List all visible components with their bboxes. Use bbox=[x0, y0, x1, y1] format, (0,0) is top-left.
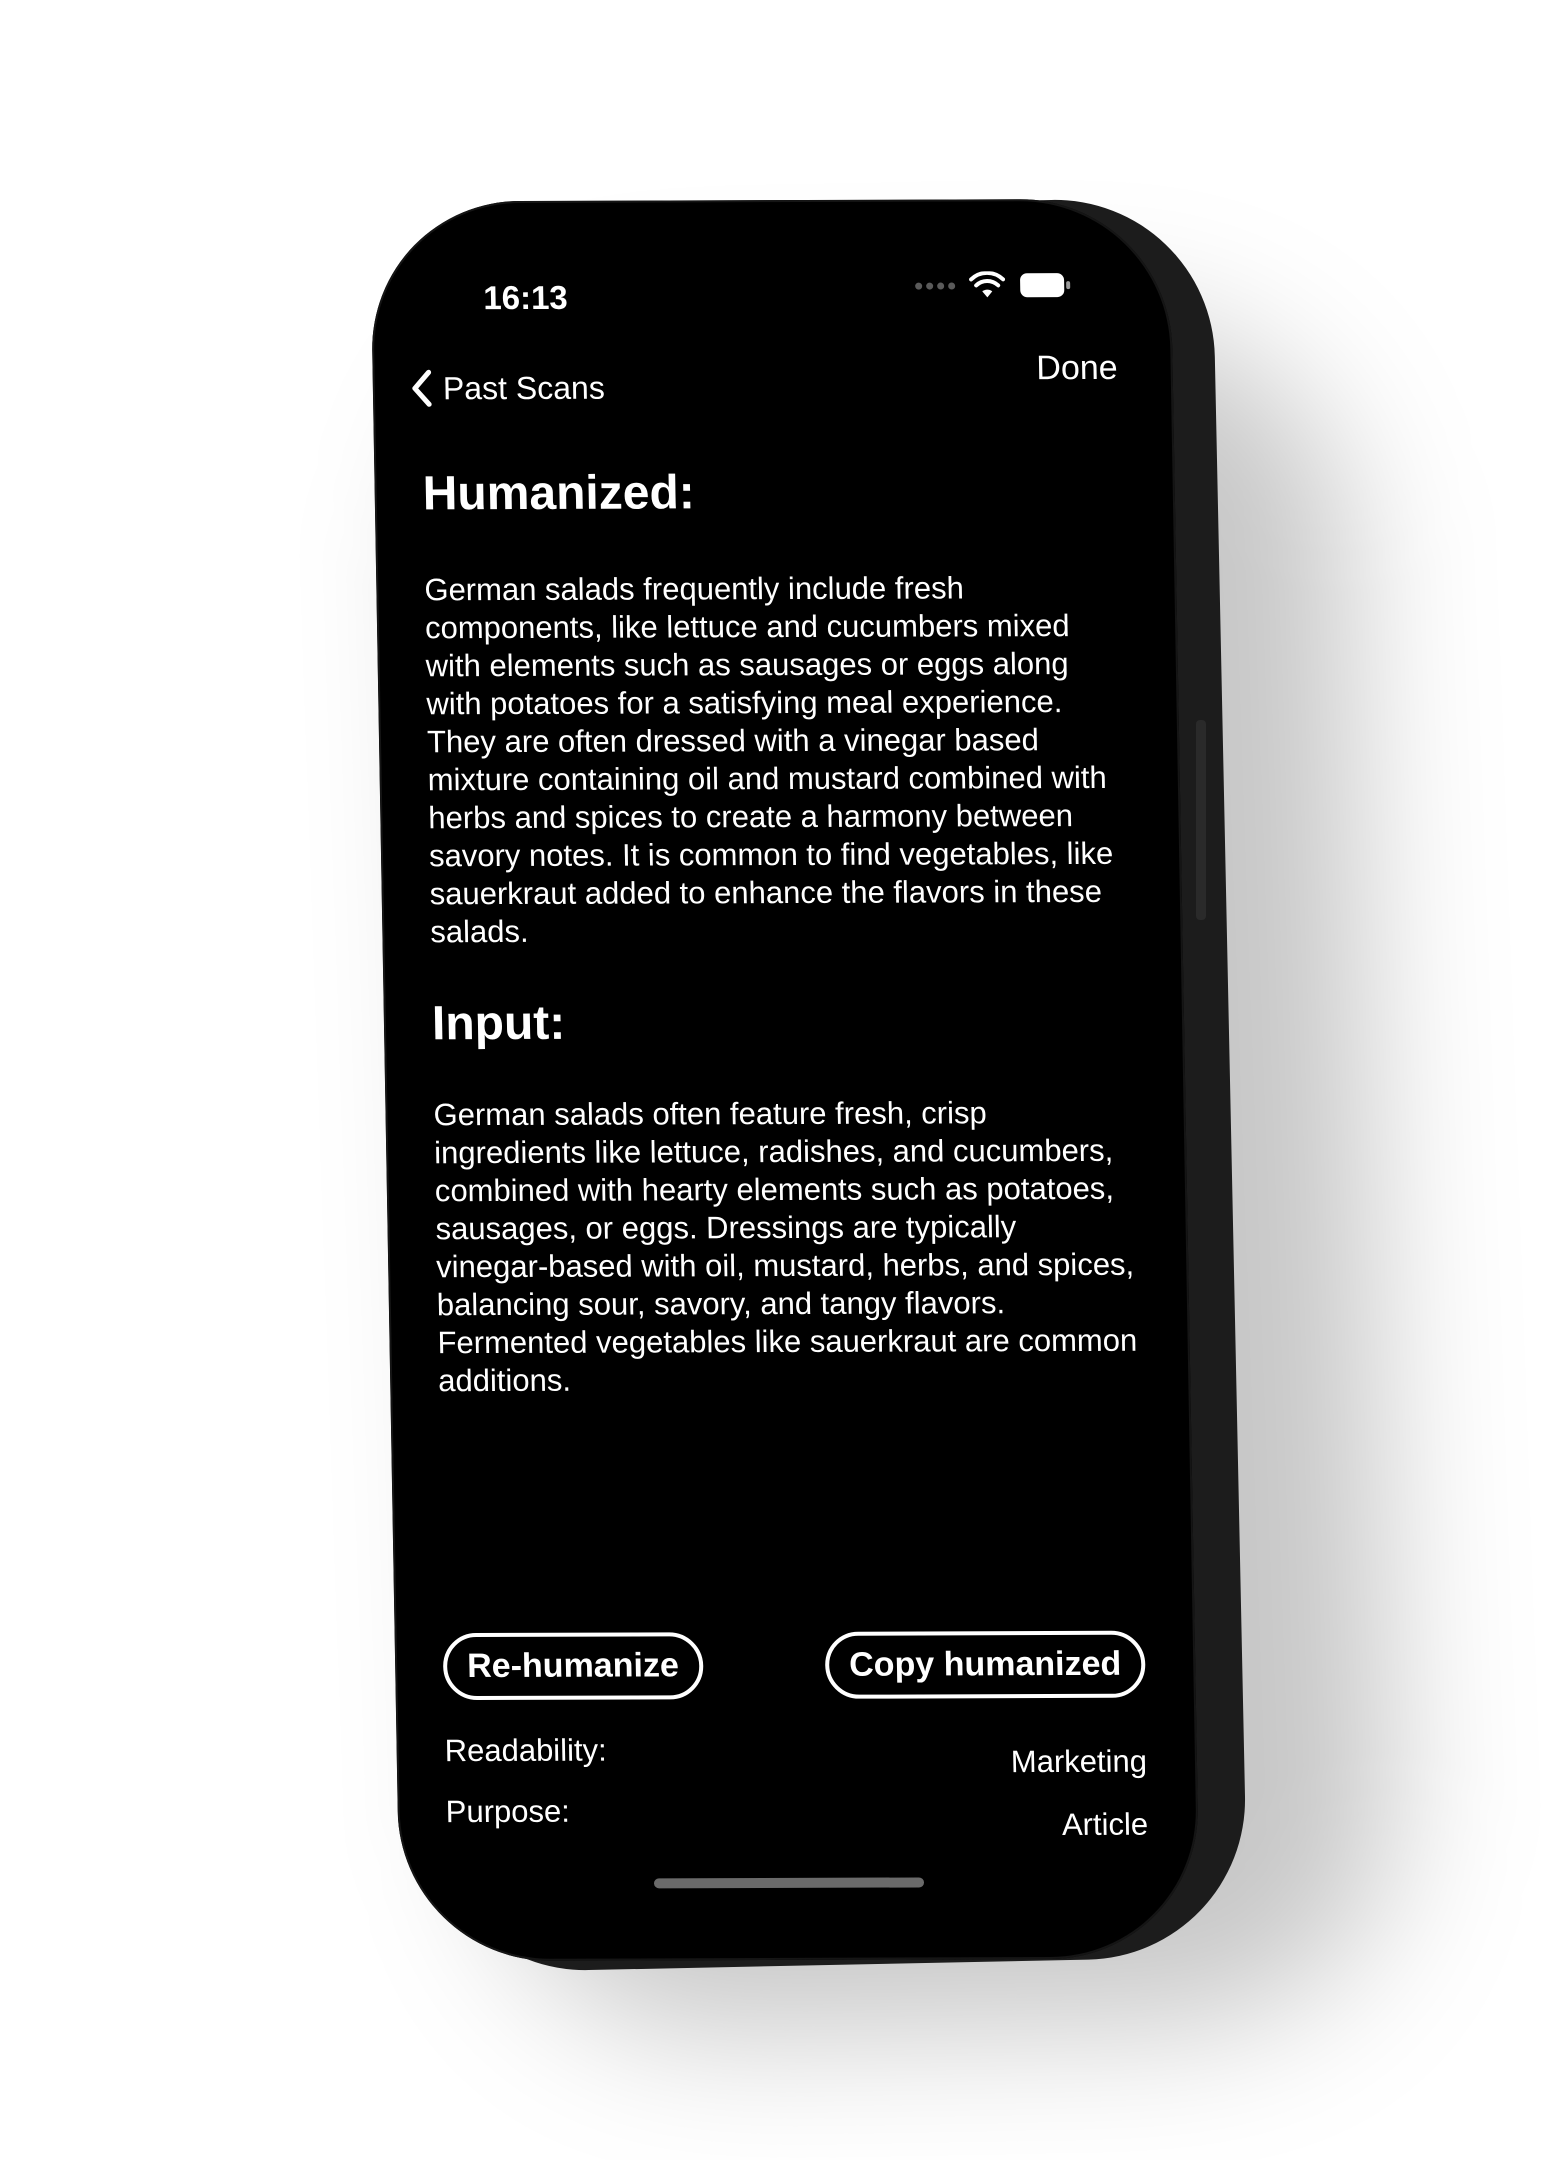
humanized-text: German salads frequently include fresh components, like lettuce and cucumbers mixed with elements such as sausages or eggs along with potatoes for a satisfying meal experience. They are often dressed with a vinegar based mixture containing oil and mustard combined with herbs and spices to create a harmony between savory notes. It is common to find vegetables, like sauerkraut added to enhance the flavors in these salads. bbox=[424, 570, 1114, 950]
done-button[interactable]: Done bbox=[1036, 348, 1118, 388]
back-button-label: Past Scans bbox=[442, 369, 606, 406]
purpose-value: Article bbox=[1061, 1806, 1149, 1842]
cellular-signal-icon bbox=[915, 282, 955, 289]
status-icons bbox=[915, 271, 1072, 300]
input-text: German salads often feature fresh, crisp ingredients like lettuce, radishes, and cucumbers, combined with hearty elements such as potatoes, sausages, or eggs. Dressings are typically vinegar-based with oil, mustard, herbs, and spices, balancing sour, savory, and tangy flavors. Fermented vegetables like sauerkraut are common additions. bbox=[433, 1095, 1138, 1399]
humanized-title: Humanized: bbox=[422, 466, 696, 521]
back-button[interactable] bbox=[411, 369, 606, 408]
copy-humanized-button[interactable]: Copy humanized bbox=[825, 1631, 1146, 1699]
phone-side-button bbox=[1196, 720, 1206, 920]
status-time: 16:13 bbox=[482, 278, 569, 317]
wifi-icon bbox=[969, 271, 1005, 299]
input-title: Input: bbox=[431, 996, 566, 1051]
readability-label: Readability: bbox=[444, 1732, 607, 1769]
rehumanize-button[interactable]: Re-humanize bbox=[443, 1632, 704, 1700]
phone-screen bbox=[370, 199, 1201, 1962]
home-indicator[interactable] bbox=[654, 1877, 924, 1888]
chevron-left-icon bbox=[411, 369, 434, 407]
purpose-label: Purpose: bbox=[445, 1793, 571, 1830]
readability-value: Marketing bbox=[1010, 1743, 1148, 1780]
battery-icon bbox=[1019, 271, 1071, 299]
